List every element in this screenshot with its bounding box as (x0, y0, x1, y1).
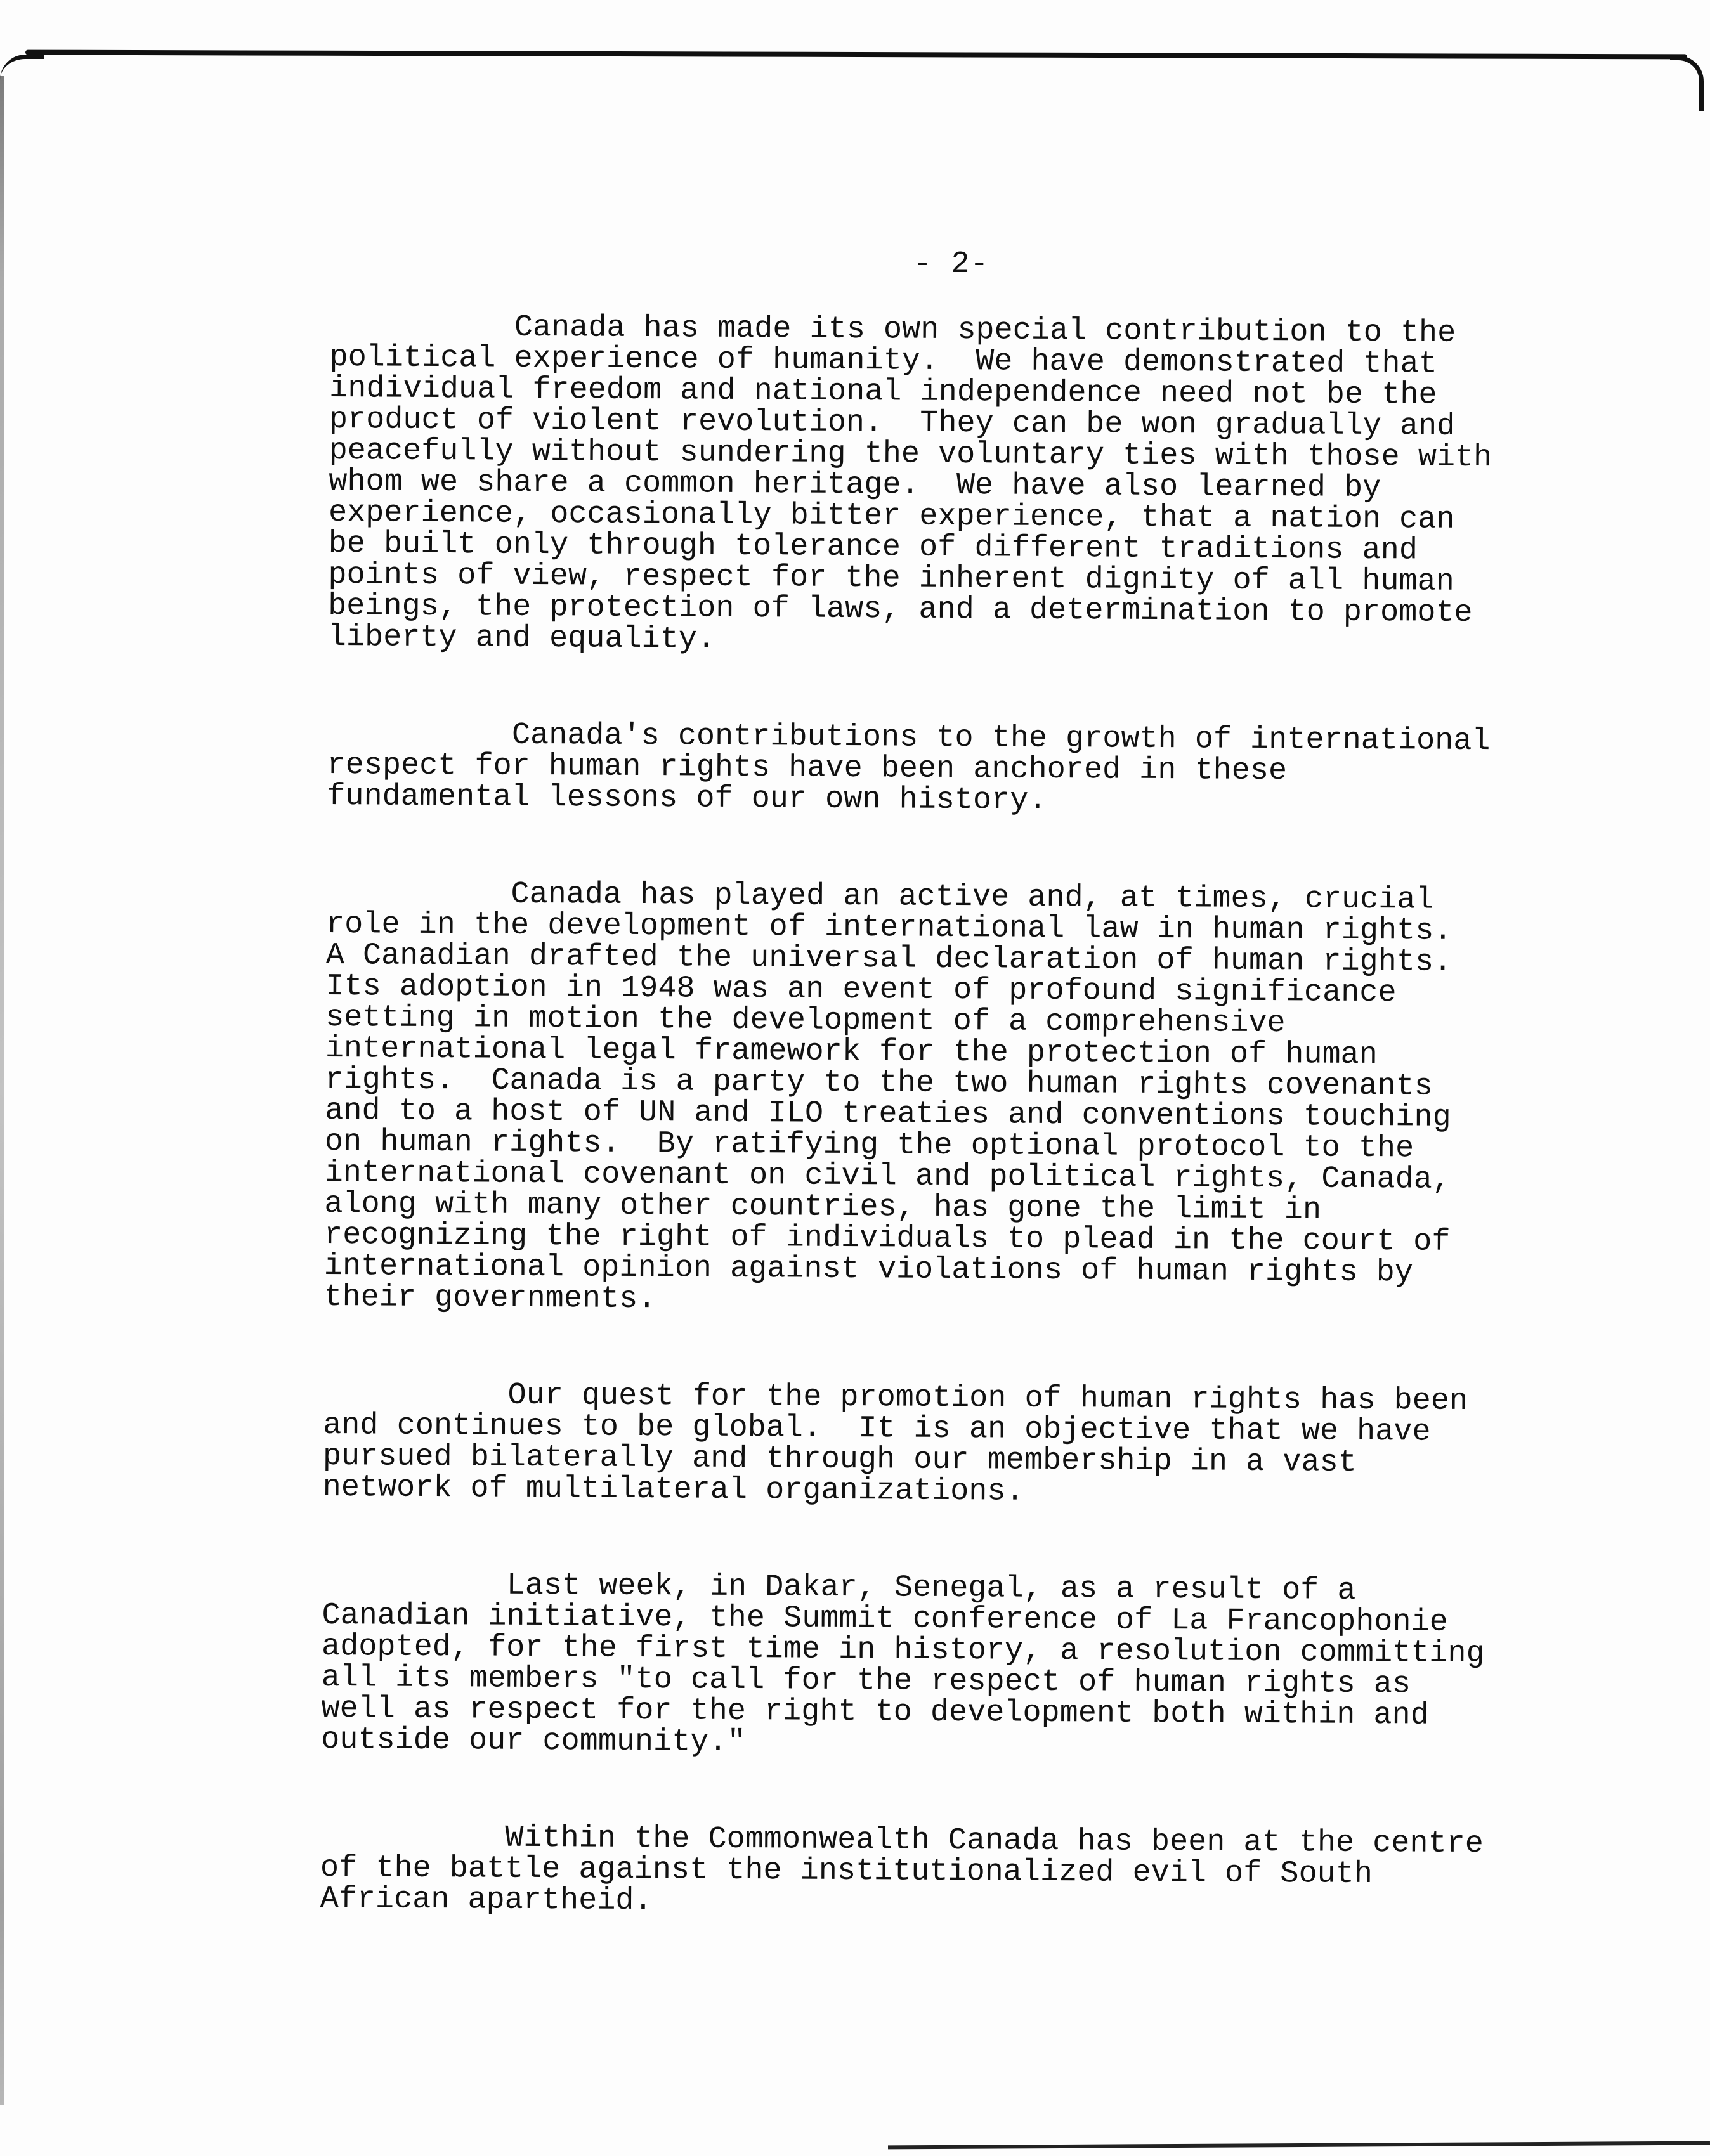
text-line: individual freedom and national independence need not be the (329, 370, 1437, 413)
text-line: recognizing the right of individuals to plead in the court of (323, 1217, 1451, 1259)
text-line: international opinion against violations of human rights by (323, 1248, 1414, 1290)
scan-edge-artifact (0, 76, 4, 2105)
text-line: setting in motion the development of a comprehensive (325, 999, 1286, 1041)
text-line: Canada has made its own special contribution to the (329, 309, 1456, 351)
text-line: A Canadian drafted the universal declaration of human rights. (325, 937, 1452, 980)
text-line: be built only through tolerance of different traditions and (328, 526, 1418, 568)
text-line: all its members "to call for the respect of human rights as (321, 1659, 1411, 1702)
text-line: pursued bilaterally and through our membership in a vast (322, 1438, 1357, 1480)
text-line: points of view, respect for the inherent dignity of all human (328, 557, 1454, 599)
paragraph (327, 718, 1596, 819)
paragraph (328, 311, 1598, 660)
text-line: Our quest for the promotion of human rights has been (323, 1376, 1468, 1419)
text-line: of the battle against the institutionalized evil of South (320, 1850, 1373, 1892)
text-line: Within the Commonwealth Canada has been at the centre (320, 1819, 1484, 1862)
paragraph (322, 1376, 1592, 1510)
paragraph (321, 1566, 1591, 1763)
text-line: experience, occasionally bitter experience, that a nation can (328, 495, 1455, 537)
text-line: whom we share a common heritage. We have also learned by (329, 464, 1381, 506)
document-body (320, 311, 1598, 1988)
text-line: international legal framework for the protection of human (325, 1030, 1378, 1073)
text-line: beings, the protection of laws, and a determination to promote (327, 588, 1473, 631)
text-line: along with many other countries, has gone the limit in (324, 1186, 1322, 1228)
text-line: their governments. (323, 1279, 656, 1317)
text-line: Last week, in Dakar, Senegal, as a result of a (322, 1566, 1356, 1608)
text-line: political experience of humanity. We have demonstrated that (329, 339, 1437, 382)
text-line: Canada's contributions to the growth of international (327, 716, 1491, 759)
text-line: product of violent revolution. They can be won gradually and (329, 401, 1456, 444)
page-number: - 2- (913, 247, 989, 282)
scan-top-border (25, 50, 1687, 60)
text-line: African apartheid. (320, 1881, 653, 1919)
text-line: Its adoption in 1948 was an event of profound significance (325, 968, 1397, 1011)
text-line: peacefully without sundering the voluntary ties with those with (329, 432, 1492, 476)
text-line: respect for human rights have been anchored in these (327, 747, 1288, 789)
paragraph (323, 875, 1595, 1320)
paragraph (320, 1821, 1589, 1922)
text-line: fundamental lessons of our own history. (327, 778, 1047, 818)
text-line: outside our community." (321, 1722, 746, 1760)
text-line: and to a host of UN and ILO treaties and conventions touching (325, 1093, 1451, 1135)
text-line: rights. Canada is a party to the two human rights covenants (325, 1062, 1433, 1104)
scan-corner-artifact-right (1670, 56, 1704, 111)
text-line: adopted, for the first time in history, a resolution committing (321, 1628, 1485, 1672)
text-line: network of multilateral organizations. (322, 1469, 1024, 1509)
text-line: Canada has played an active and, at times, crucial (326, 875, 1434, 918)
text-line: and continues to be global. It is an objective that we have (323, 1407, 1431, 1450)
text-line: role in the development of international law in human rights. (325, 906, 1452, 949)
text-line: Canadian initiative, the Summit conference of La Francophonie (322, 1597, 1448, 1640)
text-line: liberty and equality. (327, 619, 716, 657)
text-line: well as respect for the right to development both within and (321, 1691, 1429, 1733)
scan-corner-artifact (0, 55, 44, 84)
text-line: on human rights. By ratifying the optional protocol to the (324, 1124, 1414, 1166)
text-line: international covenant on civil and political rights, Canada, (324, 1155, 1451, 1197)
scan-bottom-border (888, 2141, 1710, 2150)
